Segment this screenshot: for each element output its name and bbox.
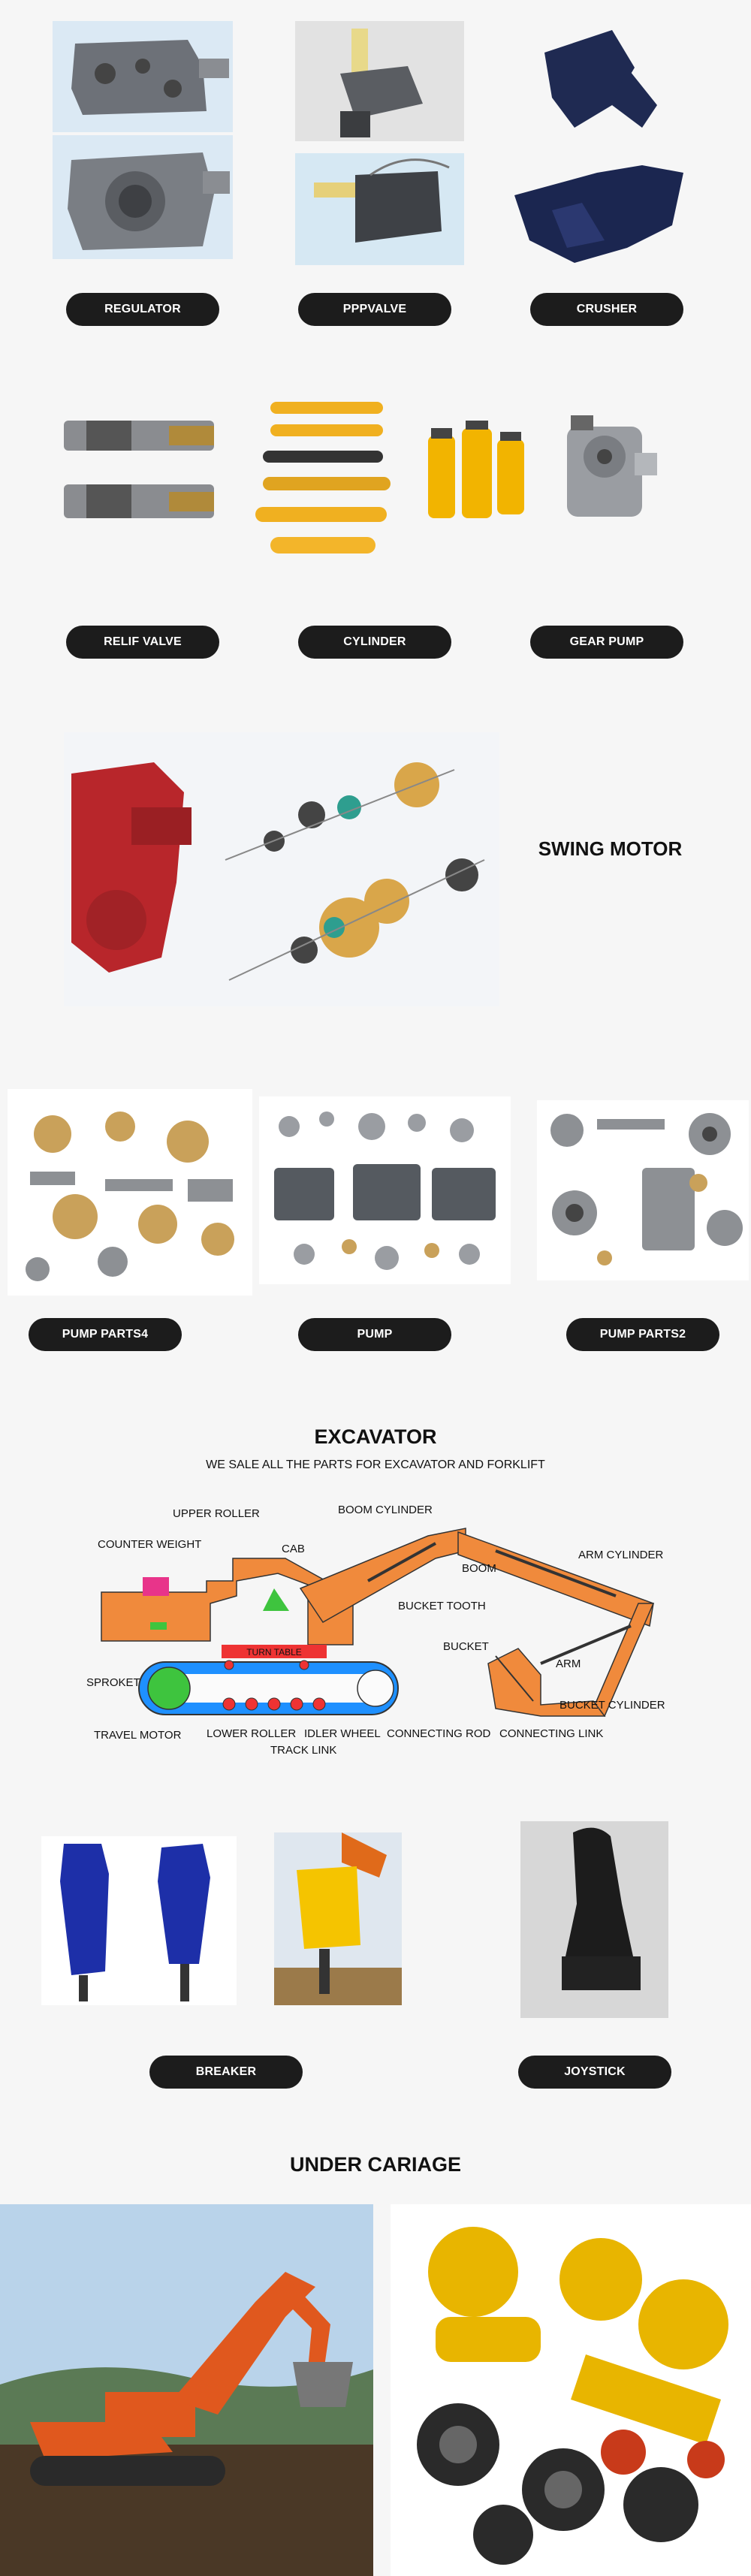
breaker-blue-image[interactable] (41, 1836, 237, 2005)
bucket-label: BUCKET (443, 1640, 489, 1653)
travel-motor-label: TRAVEL MOTOR (94, 1729, 182, 1742)
under-cariage-title: UNDER CARIAGE (289, 2153, 461, 2176)
breaker-button[interactable]: BREAKER (149, 2056, 303, 2089)
undercarriage-parts-photo[interactable] (391, 2204, 751, 2576)
connecting-rod-label: CONNECTING ROD (387, 1727, 491, 1740)
idler-wheel-label: IDLER WHEEL (304, 1727, 381, 1740)
boom-label: BOOM (462, 1562, 496, 1575)
regulator-image[interactable] (53, 21, 233, 261)
bucket-cylinder-label: BUCKET CYLINDER (559, 1699, 665, 1712)
turn-table-label: TURN TABLE (246, 1647, 302, 1658)
arm-label: ARM (556, 1658, 581, 1670)
pump-parts2-button[interactable]: PUMP PARTS2 (566, 1318, 719, 1351)
crusher-image[interactable] (507, 23, 695, 270)
pump-parts4-image[interactable] (8, 1089, 252, 1296)
upper-roller-label: UPPER ROLLER (173, 1507, 260, 1520)
pppvalve-button[interactable]: PPPVALVE (298, 293, 451, 326)
track-link-label: TRACK LINK (270, 1744, 337, 1757)
lower-roller-label: LOWER ROLLER (207, 1727, 297, 1740)
cab-label: CAB (282, 1543, 305, 1555)
crusher-button[interactable]: CRUSHER (530, 293, 683, 326)
sproket-label: SPROKET (86, 1676, 140, 1689)
excavator-photo[interactable] (0, 2204, 373, 2576)
excavator-diagram (75, 1491, 676, 1761)
relif-valve-button[interactable]: RELIF VALVE (66, 626, 219, 659)
pump-parts2-image[interactable] (537, 1100, 749, 1280)
swing-motor-title: SWING MOTOR (538, 837, 683, 860)
pump-parts4-button[interactable]: PUMP PARTS4 (29, 1318, 182, 1351)
gear-pump-image[interactable] (552, 412, 665, 532)
boom-cylinder-label: BOOM CYLINDER (338, 1504, 433, 1516)
excavator-subtitle: WE SALE ALL THE PARTS FOR EXCAVATOR AND FORKLIFT (206, 1458, 545, 1471)
joystick-button[interactable]: JOYSTICK (518, 2056, 671, 2089)
breaker-yellow-image[interactable] (274, 1832, 402, 2005)
excavator-title: EXCAVATOR (314, 1425, 437, 1448)
arm-cylinder-label: ARM CYLINDER (578, 1549, 664, 1561)
swing-motor-image[interactable] (64, 732, 499, 1006)
counter-weight-label: COUNTER WEIGHT (98, 1538, 202, 1551)
joystick-image[interactable] (520, 1821, 668, 2018)
connecting-link-label: CONNECTING LINK (499, 1727, 604, 1740)
cylinder-image[interactable] (248, 394, 394, 563)
gear-pump-button[interactable]: GEAR PUMP (530, 626, 683, 659)
pump-button[interactable]: PUMP (298, 1318, 451, 1351)
pppvalve-image[interactable] (295, 21, 464, 265)
hydraulic-jacks-image[interactable] (421, 421, 529, 533)
relif-valve-image[interactable] (56, 409, 222, 541)
pump-image[interactable] (259, 1096, 511, 1284)
bucket-tooth-label: BUCKET TOOTH (398, 1600, 486, 1612)
regulator-button[interactable]: REGULATOR (66, 293, 219, 326)
cylinder-button[interactable]: CYLINDER (298, 626, 451, 659)
